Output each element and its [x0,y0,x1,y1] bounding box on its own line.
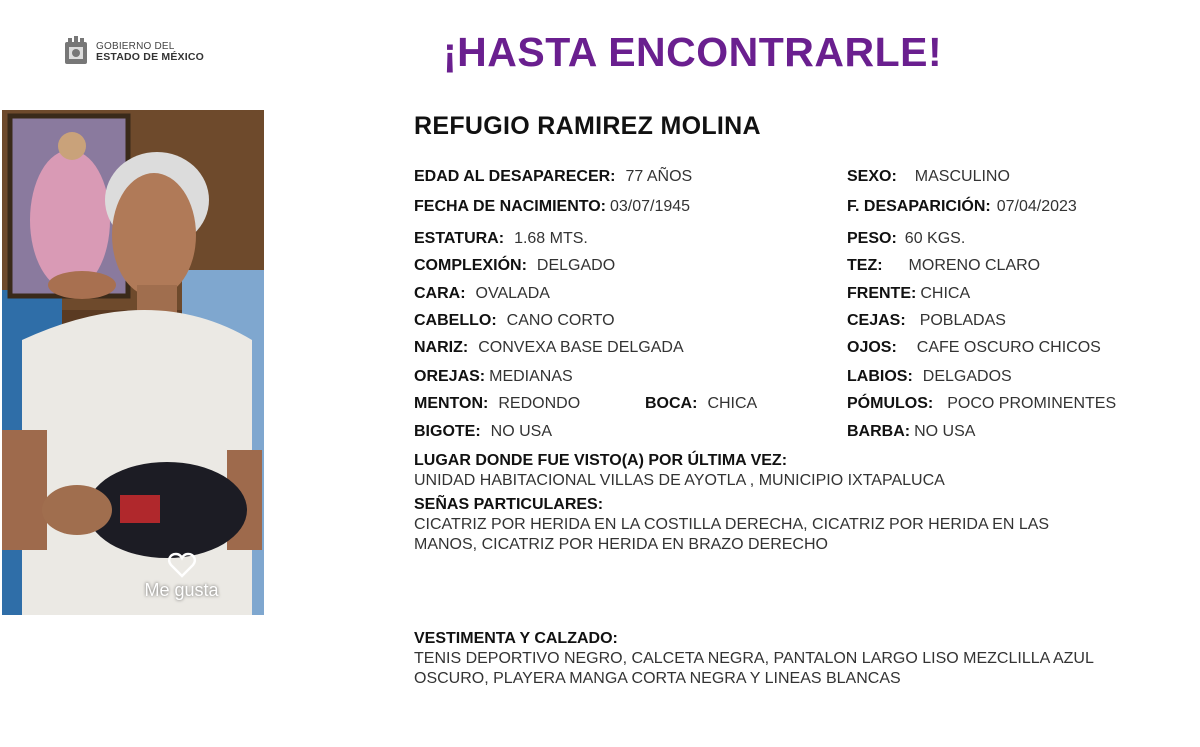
field-label: F. DESAPARICIÓN: [847,198,991,215]
field-value: 77 AÑOS [625,168,693,185]
clothing-label: VESTIMENTA Y CALZADO: [414,630,618,647]
field-label: OREJAS: [414,368,486,385]
field-value: MEDIANAS [489,368,573,385]
field-orejas [414,367,573,387]
field-label: PÓMULOS: [847,395,934,412]
clothing-value: TENIS DEPORTIVO NEGRO, CALCETA NEGRA, PANTALON LARGO LISO MEZCLILLA AZUL OSCURO, PLAYERA MANGA CORTA NEGRA Y LINEAS BLANCAS [414,650,1094,687]
state-logo [62,36,204,68]
field-value: MORENO CLARO [908,257,1041,274]
field-value: OVALADA [475,285,550,302]
field-label: LABIOS: [847,368,913,385]
distinguishing-marks-value: CICATRIZ POR HERIDA EN LA COSTILLA DERECHA, CICATRIZ POR HERIDA EN LAS MANOS, CICATRIZ POR HERIDA EN BRAZO DERECHO [414,516,1050,553]
field-value: MASCULINO [914,168,1010,185]
field-label: PESO: [847,230,897,247]
field-value: CHICA [920,285,971,302]
field-value: 60 KGS. [904,230,966,247]
field-label: FECHA DE NACIMIENTO: [414,198,606,215]
field-label: ESTATURA: [414,230,505,247]
field-value: CAFE OSCURO CHICOS [916,339,1101,356]
field-label: NARIZ: [414,339,469,356]
logo-line-1: GOBIERNO DEL [96,41,175,52]
field-nacimiento [414,197,690,217]
missing-person-photo [2,110,264,615]
field-value: 1.68 MTS. [514,230,588,247]
field-label: CEJAS: [847,312,906,329]
field-label: FRENTE: [847,285,917,302]
field-boca [645,394,757,414]
field-label: COMPLEXIÓN: [414,257,527,274]
field-value: POBLADAS [919,312,1006,329]
field-pomulos [847,394,1116,414]
field-label: MENTON: [414,395,489,412]
field-value: CANO CORTO [506,312,615,329]
field-value: DELGADOS [922,368,1012,385]
field-peso [847,229,965,249]
field-label: TEZ: [847,257,883,274]
field-value: DELGADO [536,257,616,274]
field-value: NO USA [914,423,976,440]
field-edad [414,167,692,187]
field-label: CARA: [414,285,466,302]
field-label: EDAD AL DESAPARECER: [414,168,616,185]
headline: ¡HASTA ENCONTRARLE! [443,29,943,75]
field-nariz [414,338,684,358]
like-badge [134,552,229,601]
field-label: BARBA: [847,423,911,440]
field-menton [414,394,580,414]
field-cabello [414,311,615,331]
field-bigote [414,422,552,442]
field-barba [847,422,975,442]
clothing-section [414,629,1104,689]
last-seen-section [414,451,1104,491]
person-name: REFUGIO RAMIREZ MOLINA [414,112,761,140]
field-label: CABELLO: [414,312,497,329]
state-seal-icon [62,36,90,68]
distinguishing-marks-label: SEÑAS PARTICULARES: [414,496,604,513]
field-label: OJOS: [847,339,897,356]
field-value: 03/07/1945 [610,198,691,215]
field-complexion [414,256,615,276]
last-seen-label: LUGAR DONDE FUE VISTO(A) POR ÚLTIMA VEZ: [414,452,788,469]
field-labios [847,367,1012,387]
logo-line-2: ESTADO DE MÉXICO [96,51,205,63]
field-value: 07/04/2023 [996,198,1077,215]
field-tez [847,256,1040,276]
field-cara [414,284,550,304]
field-desaparicion [847,197,1077,217]
field-cejas [847,311,1006,331]
heart-icon [168,552,196,578]
field-value: POCO PROMINENTES [947,395,1117,412]
field-label: BOCA: [645,395,698,412]
field-estatura [414,229,588,249]
field-frente [847,284,970,304]
field-ojos [847,338,1101,358]
field-sexo [847,167,1010,187]
field-value: REDONDO [498,395,581,412]
distinguishing-marks-section [414,495,1104,555]
logo-text [96,41,204,63]
last-seen-value: UNIDAD HABITACIONAL VILLAS DE AYOTLA , MUNICIPIO IXTAPALUCA [414,472,945,489]
field-label: BIGOTE: [414,423,481,440]
photo-illustration [2,110,264,615]
field-value: NO USA [490,423,553,440]
field-label: SEXO: [847,168,897,185]
like-label: Me gusta [144,580,219,600]
field-value: CONVEXA BASE DELGADA [478,339,684,356]
field-value: CHICA [707,395,758,412]
